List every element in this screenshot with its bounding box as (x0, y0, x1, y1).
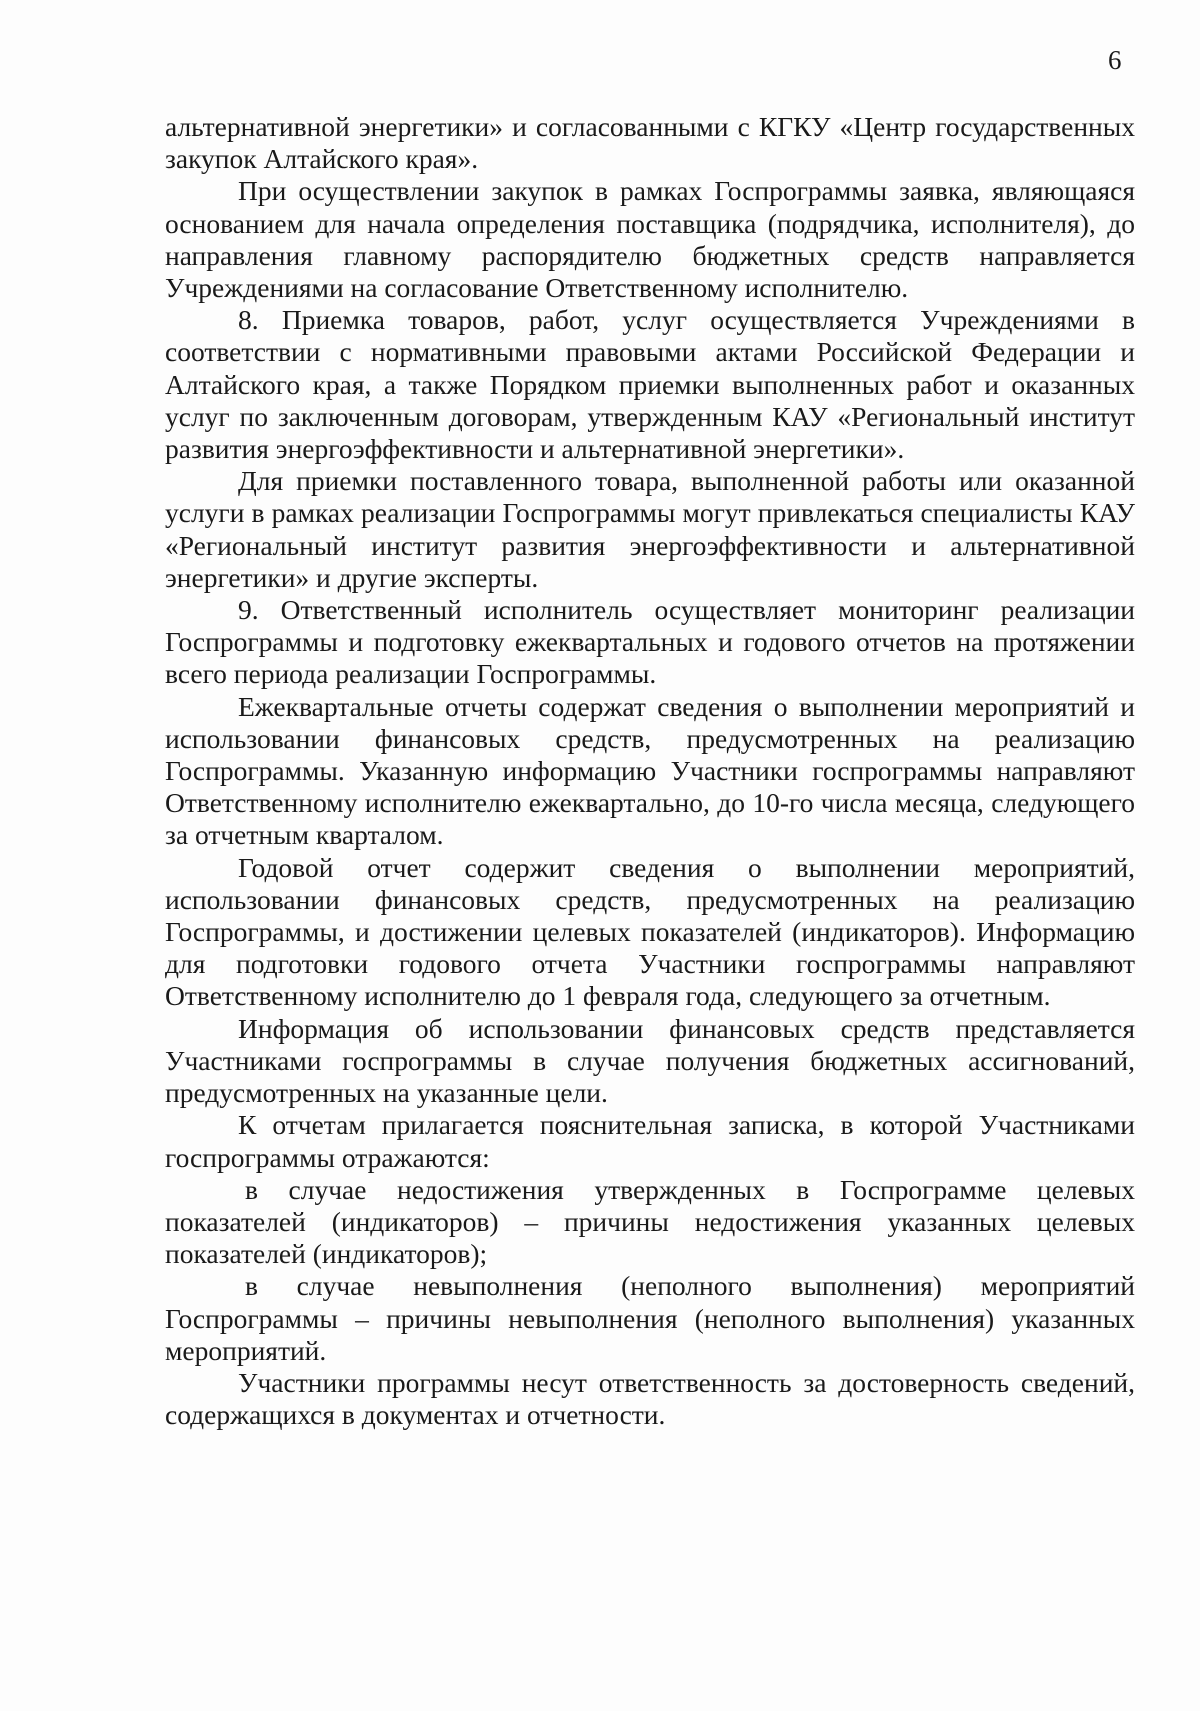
paragraph-financial-info: Информация об использовании финансовых средств представляется Участниками госпрограммы в случае получения бюджетных ассигнований, предусмотренных на указанные цели. (165, 1012, 1135, 1109)
paragraph-annual-report: Годовой отчет содержит сведения о выполнении мероприятий, использовании финансовых средств, предусмотренных на реализацию Госпрограммы, и достижении целевых показателей (индикаторов). Информацию для подготовки годового отчета Участники госпрограммы направляют Ответственному исполнителю до 1 февраля года, следующего за отчетным. (165, 851, 1135, 1012)
paragraph-procurement-request: При осуществлении закупок в рамках Госпрограммы заявка, являющаяся основанием для начала определения поставщика (подрядчика, исполнителя), до направления главному распорядителю бюджетных средств направляется Учреждениями на согласование Ответственному исполнителю. (165, 175, 1135, 304)
paragraph-acceptance-specialists: Для приемки поставленного товара, выполненной работы или оказанной услуги в рамках реализации Госпрограммы могут привлекаться специалисты КАУ «Региональный институт развития энергоэффективности и альтернативной энергетики» и другие эксперты. (165, 465, 1135, 593)
paragraph-item-9-monitoring: 9. Ответственный исполнитель осуществляет мониторинг реализации Госпрограммы и подготовку ежеквартальных и годового отчетов на протяжении всего периода реализации Госпрограммы. (165, 594, 1135, 690)
paragraph-item-8-acceptance: 8. Приемка товаров, работ, услуг осуществляется Учреждениями в соответствии с нормативными правовыми актами Российской Федерации и Алтайского края, а также Порядком приемки выполненных работ и оказанных услуг по заключенным договорам, утвержденным КАУ «Региональный институт развития энергоэффективности и альтернативной энергетики». (165, 304, 1135, 465)
paragraph-continuation: альтернативной энергетики» и согласованными с КГКУ «Центр государственных закупок Алтайского края». (165, 111, 1135, 175)
paragraph-measures-not-fulfilled: в случае невыполнения (неполного выполнения) мероприятий Госпрограммы – причины невыполнения (неполного выполнения) указанных мероприятий. (165, 1270, 1135, 1366)
paragraph-quarterly-reports: Ежеквартальные отчеты содержат сведения о выполнении мероприятий и использовании финансовых средств, предусмотренных на реализацию Госпрограммы. Указанную информацию Участники госпрограммы направляют Ответственному исполнителю ежеквартально, до 10-го числа месяца, следующего за отчетным кварталом. (165, 690, 1135, 851)
document-body (165, 111, 1135, 1431)
paragraph-explanatory-note: К отчетам прилагается пояснительная записка, в которой Участниками госпрограммы отражаются: (165, 1109, 1135, 1173)
page-number: 6 (1108, 45, 1122, 75)
paragraph-indicators-not-met: в случае недостижения утвержденных в Госпрограмме целевых показателей (индикаторов) – причины недостижения указанных целевых показателей (индикаторов); (165, 1173, 1135, 1270)
paragraph-responsibility: Участники программы несут ответственность за достоверность сведений, содержащихся в документах и отчетности. (165, 1366, 1135, 1431)
